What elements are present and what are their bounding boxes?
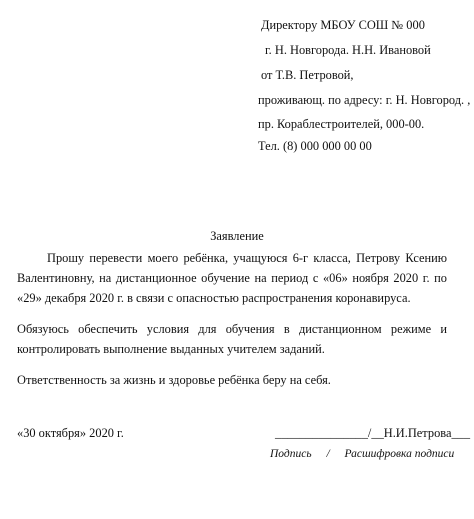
signature-caption (270, 446, 454, 462)
caption-signature: Подпись (270, 448, 312, 460)
body-paragraph-obligation: Обязуюсь обеспечить условия для обучения в дистанционном режиме и контролировать выполнение выданных учителем заданий. (17, 322, 447, 356)
header-phone: Тел. (8) 000 000 00 00 (258, 139, 372, 153)
signature-line: _______________/__Н.И.Петрова___ (275, 426, 471, 440)
document-body (17, 248, 447, 401)
header-addressee: Директору МБОУ СОШ № 000 (261, 18, 425, 32)
body-paragraph-responsibility: Ответственность за жизнь и здоровье ребёнка беру на себя. (17, 373, 331, 387)
header-from: от Т.В. Петровой, (261, 68, 354, 82)
caption-separator: / (326, 448, 330, 460)
caption-decoding: Расшифровка подписи (344, 448, 455, 460)
document-title: Заявление (210, 229, 264, 243)
header-addressee-name: г. Н. Новгорода. Н.Н. Ивановой (265, 43, 431, 57)
document-date: «30 октября» 2020 г. (17, 426, 124, 440)
header-address-street: пр. Кораблестроителей, 000-00. (258, 117, 425, 131)
header-address: проживающ. по адресу: г. Н. Новгород. , (258, 93, 471, 107)
body-paragraph-request: Прошу перевести моего ребёнка, учащуюся 6-г класса, Петрову Ксению Валентиновну, на дистанционное обучение на период с «06» ноября 2020 г. по «29» декабря 2020 г. в связи с опасностью распространения коронавируса. (17, 251, 447, 305)
